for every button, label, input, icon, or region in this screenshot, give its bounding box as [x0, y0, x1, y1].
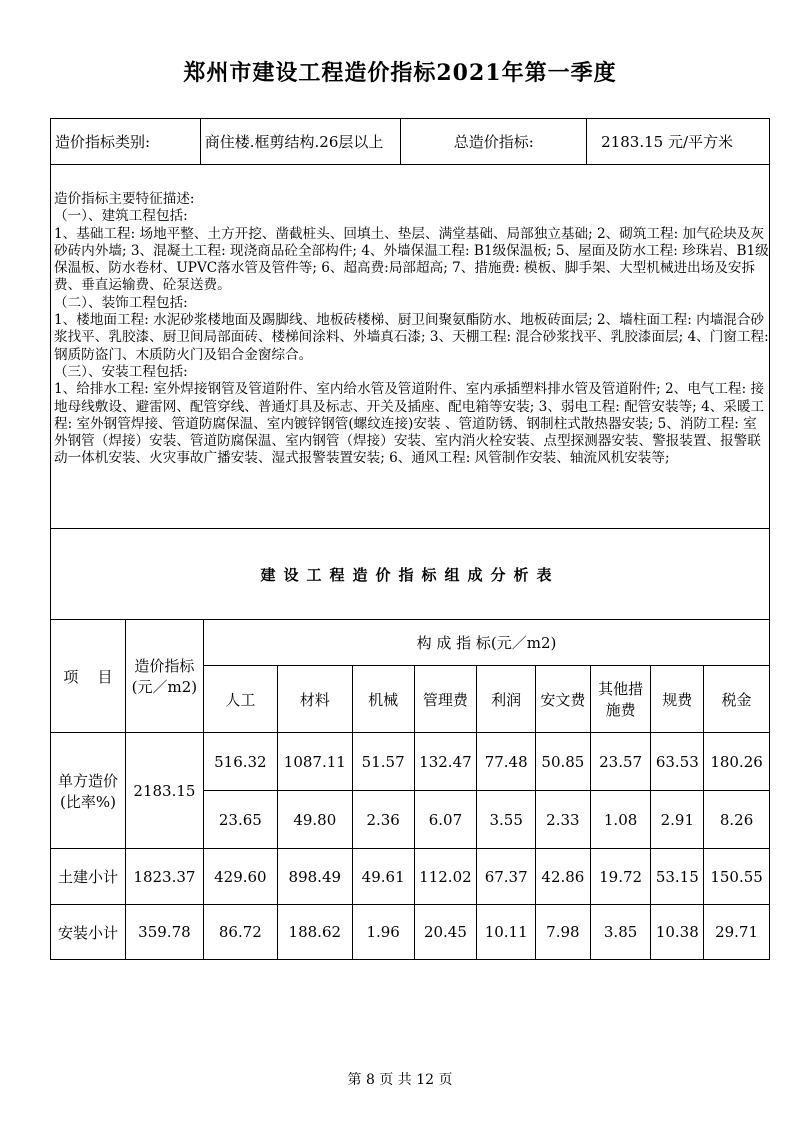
- cell-value: 42.86: [536, 849, 591, 905]
- table-row: [51, 733, 770, 791]
- index-header: 造价指标(元／m2): [125, 620, 203, 733]
- column-header: 税金: [704, 666, 770, 733]
- header-row-1: [51, 620, 770, 666]
- cell-value: 86.72: [203, 905, 277, 960]
- cell-value: 180.26: [704, 733, 770, 791]
- composition-header: 构 成 指 标(元／m2): [203, 620, 769, 666]
- cell-value: 3.85: [590, 905, 651, 960]
- page-number: 第 8 页 共 12 页: [347, 1072, 453, 1088]
- row-label: 土建小计: [51, 849, 126, 905]
- cell-value: 7.98: [536, 905, 591, 960]
- feature-description-box: [50, 163, 770, 529]
- cell-ratio: 8.26: [704, 791, 770, 849]
- cell-value: 10.38: [651, 905, 704, 960]
- cell-value: 49.61: [352, 849, 414, 905]
- category-value: 商住楼.框剪结构.26层以上: [200, 119, 401, 165]
- cell-value: 19.72: [590, 849, 651, 905]
- cell-value: 51.57: [352, 733, 414, 791]
- summary-row: [51, 119, 770, 165]
- row-total: 359.78: [125, 905, 203, 960]
- cell-value: 67.37: [477, 849, 536, 905]
- cell-ratio: 2.33: [536, 791, 591, 849]
- column-header: 其他措施费: [590, 666, 651, 733]
- total-label: 总造价指标:: [401, 119, 587, 165]
- cell-ratio: 23.65: [203, 791, 277, 849]
- cell-ratio: 2.91: [651, 791, 704, 849]
- cell-ratio: 6.07: [414, 791, 477, 849]
- cell-ratio: 3.55: [477, 791, 536, 849]
- cell-value: 188.62: [277, 905, 352, 960]
- total-value: 2183.15 元/平方米: [587, 119, 770, 165]
- column-header: 利润: [477, 666, 536, 733]
- row-label: 安装小计: [51, 905, 126, 960]
- cell-value: 132.47: [414, 733, 477, 791]
- column-header: 材料: [277, 666, 352, 733]
- cell-value: 29.71: [704, 905, 770, 960]
- cell-value: 23.57: [590, 733, 651, 791]
- cell-ratio: 1.08: [590, 791, 651, 849]
- cell-value: 1.96: [352, 905, 414, 960]
- analysis-table-title: 建设工程造价指标组成分析表: [50, 529, 770, 620]
- cell-ratio: 49.80: [277, 791, 352, 849]
- page-title: 郑州市建设工程造价指标2021年第一季度: [183, 60, 617, 86]
- cell-value: 898.49: [277, 849, 352, 905]
- column-header: 机械: [352, 666, 414, 733]
- cell-value: 50.85: [536, 733, 591, 791]
- row-label: 单方造价(比率%): [51, 733, 126, 849]
- cell-value: 10.11: [477, 905, 536, 960]
- cell-value: 429.60: [203, 849, 277, 905]
- summary-table: [50, 118, 770, 165]
- category-label: 造价指标类别:: [51, 119, 201, 165]
- column-header: 人工: [203, 666, 277, 733]
- cell-value: 150.55: [704, 849, 770, 905]
- column-header: 管理费: [414, 666, 477, 733]
- feature-description: 造价指标主要特征描述: （一）、建筑工程包括: 1、基础工程: 场地平整、土方开挖、凿截桩头、回填土、垫层、满堂基础、局部独立基础; 2、砌筑工程: 加气砼块及灰砂砖内外墙; 3、混凝土工程: 现浇商品砼全部构件; 4、外墙保温工程: B1级保温板; 5、屋面及防水工程: 珍珠岩、B1级保温板、防水卷材、UPVC落水管及管件等; 6、超高费:局部超高; 7、措施费: 模板、脚手架、大型机械进出场及安拆费、垂直运输费、砼泵送费。 （二）、装饰工程包括: 1、楼地面工程: 水泥砂浆楼地面及踢脚线、地板砖楼梯、厨卫间聚氨酯防水、地板砖面层; 2、墙柱面工程: 内墙混合砂浆找平、乳胶漆、厨卫间局部面砖、楼梯间涂料、外墙真石漆; 3、天棚工程: 混合砂浆找平、乳胶漆面层; 4、门窗工程: 钢质防盗门、木质防火门及铝合金窗综合。 （三）、安装工程包括: 1、给排水工程: 室外焊接钢管及管道附件、室内给水管及管道附件、室内承插塑料排水管及管道附件; 2、电气工程: 接地母线敷设、避雷网、配管穿线、普通灯具及标志、开关及插座、配电箱等安装; 3、弱电工程: 配管安装等; 4、采暖工程: 室外钢管焊接、管道防腐保温、室内镀锌钢管(螺纹连接)安装 、管道防锈、钢制柱式散热器安装; 5、消防工程: 室外钢管（焊接）安装、管道防腐保温、室内钢管（焊接）安装、室内消火栓安装、点型探测器安装、警报装置、报警联动一体机安装、火灾事故广播安装、湿式报警装置安装; 6、通风工程: 风管制作安装、轴流风机安装等;: [54, 191, 769, 467]
- column-header: 规费: [651, 666, 704, 733]
- row-total: 2183.15: [125, 733, 203, 849]
- cell-value: 516.32: [203, 733, 277, 791]
- table-row: [51, 849, 770, 905]
- cell-ratio: 2.36: [352, 791, 414, 849]
- cell-value: 112.02: [414, 849, 477, 905]
- composition-table: [50, 619, 770, 960]
- cell-value: 77.48: [477, 733, 536, 791]
- item-header: 项 目: [51, 620, 126, 733]
- cell-value: 53.15: [651, 849, 704, 905]
- cell-value: 1087.11: [277, 733, 352, 791]
- cell-value: 63.53: [651, 733, 704, 791]
- cell-value: 20.45: [414, 905, 477, 960]
- table-row: [51, 905, 770, 960]
- row-total: 1823.37: [125, 849, 203, 905]
- column-header: 安文费: [536, 666, 591, 733]
